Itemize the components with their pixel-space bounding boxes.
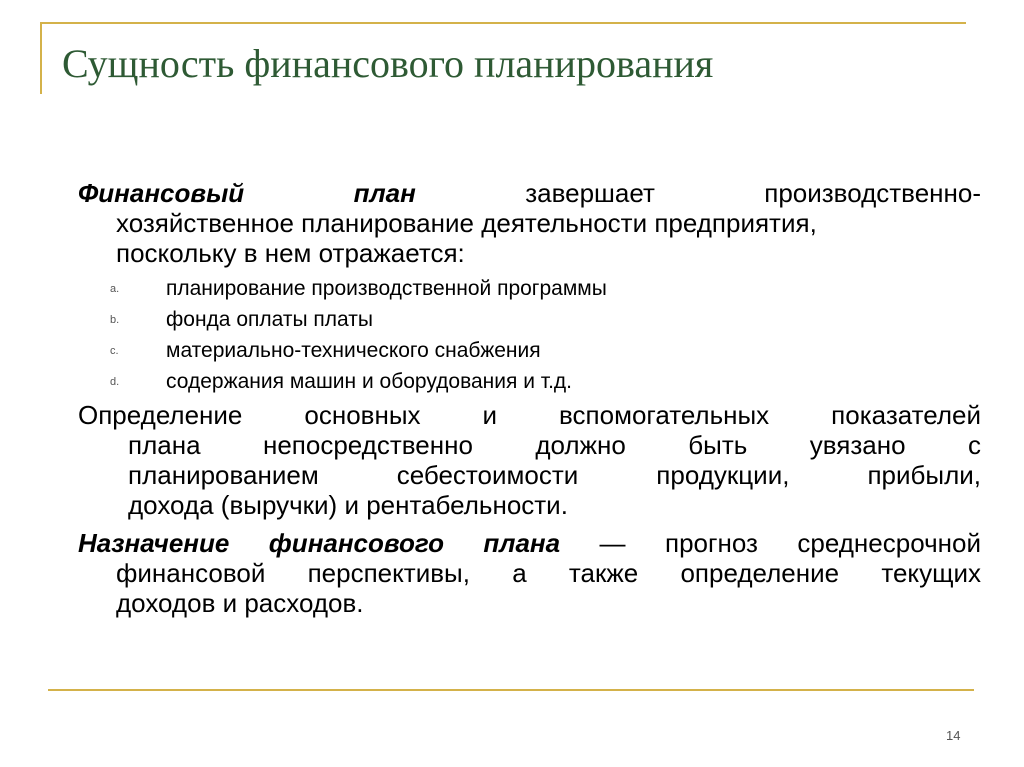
paragraph-line: доходов и расходов. bbox=[116, 588, 364, 618]
page-number: 14 bbox=[946, 728, 961, 743]
paragraph-text: завершает производственно- bbox=[525, 178, 981, 208]
paragraph-line bbox=[78, 178, 981, 208]
paragraph-line: Определение основных и вспомогательных показателей bbox=[78, 400, 981, 430]
top-rule bbox=[40, 22, 966, 24]
slide-content bbox=[78, 178, 981, 618]
paragraph-line: планированием себестоимости продукции, прибыли, bbox=[128, 460, 981, 490]
term-purpose: Назначение финансового плана bbox=[78, 528, 561, 558]
list-item bbox=[78, 273, 981, 304]
list-item-text: содержания машин и оборудования и т.д. bbox=[166, 370, 572, 393]
paragraph-line: поскольку в нем отражается: bbox=[116, 238, 465, 268]
paragraph-financial-plan bbox=[78, 178, 981, 268]
sub-list bbox=[78, 273, 981, 397]
list-item-text: планирование производственной программы bbox=[166, 277, 607, 300]
paragraph-line: хозяйственное планирование деятельности предприятия, bbox=[116, 208, 817, 238]
list-item bbox=[78, 366, 981, 397]
paragraph-line: плана непосредственно должно быть увязано с bbox=[128, 430, 981, 460]
paragraph-line: дохода (выручки) и рентабельности. bbox=[128, 490, 568, 520]
bottom-rule bbox=[48, 689, 974, 691]
list-item bbox=[78, 335, 981, 366]
list-marker: c. bbox=[110, 345, 119, 357]
list-item bbox=[78, 304, 981, 335]
list-marker: b. bbox=[110, 314, 120, 326]
paragraph-line: финансовой перспективы, а также определение текущих bbox=[116, 558, 981, 588]
paragraph-text: — прогноз среднесрочной bbox=[560, 528, 981, 558]
slide-title: Сущность финансового планирования bbox=[62, 41, 714, 86]
list-item-text: материально-технического снабжения bbox=[166, 339, 541, 362]
left-rule bbox=[40, 22, 42, 94]
list-marker: a. bbox=[110, 283, 120, 295]
term-financial-plan: Финансовый план bbox=[78, 178, 416, 208]
paragraph-purpose bbox=[78, 528, 981, 618]
paragraph-line bbox=[78, 528, 981, 558]
paragraph-indicators bbox=[78, 400, 981, 520]
list-marker: d. bbox=[110, 376, 120, 388]
list-item-text: фонда оплаты платы bbox=[166, 308, 373, 331]
